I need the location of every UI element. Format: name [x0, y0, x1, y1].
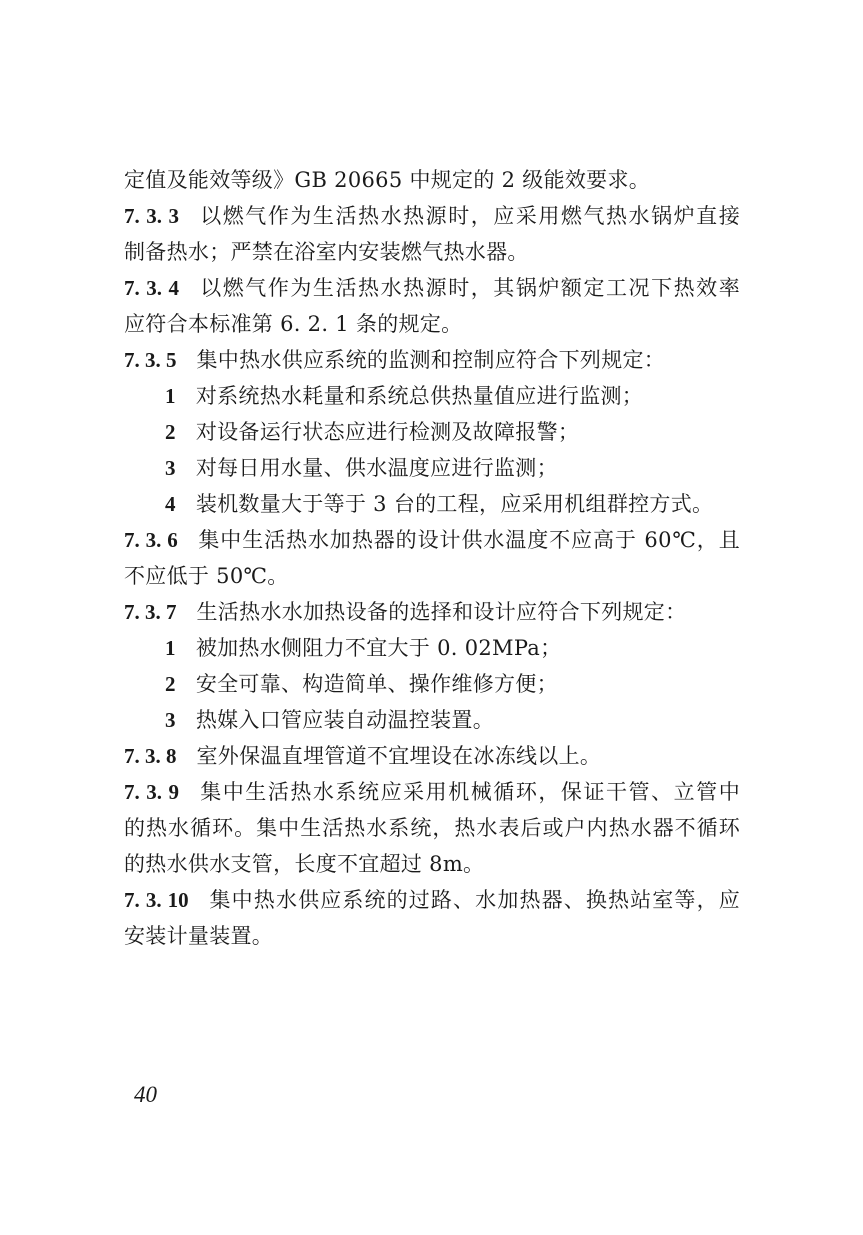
- clause-number: 7. 3. 7: [124, 600, 177, 624]
- paragraph-line: [124, 234, 740, 270]
- clause-number: 7. 3. 6: [124, 528, 178, 552]
- paragraph-line: [124, 810, 740, 846]
- list-item: [165, 414, 740, 450]
- paragraph-line: [124, 162, 740, 198]
- item-text: 对每日用水量、供水温度应进行监测；: [195, 456, 558, 480]
- line-text: 不应低于 50℃。: [124, 564, 289, 588]
- item-text: 对设备运行状态应进行检测及故障报警；: [195, 420, 580, 444]
- list-item: [165, 378, 740, 414]
- clause-number: 7. 3. 8: [124, 744, 177, 768]
- item-number: 3: [165, 708, 176, 732]
- clause-7-3-6: [124, 522, 740, 558]
- clause-number: 7. 3. 9: [124, 780, 179, 804]
- list-item: [165, 666, 740, 702]
- clause-7-3-9: [124, 774, 740, 810]
- clause-text: 集中热水供应系统的过路、水加热器、换热站室等，应: [208, 888, 741, 912]
- item-number: 1: [165, 636, 176, 660]
- clause-text: 生活热水水加热设备的选择和设计应符合下列规定：: [196, 600, 687, 624]
- paragraph-line: [124, 918, 740, 954]
- clause-number: 7. 3. 4: [124, 276, 179, 300]
- clause-7-3-8: [124, 738, 740, 774]
- line-text: 应符合本标准第 6. 2. 1 条的规定。: [124, 312, 463, 336]
- clause-number: 7. 3. 10: [124, 888, 189, 912]
- list-item: [165, 486, 740, 522]
- item-text: 热媒入口管应装自动温控装置。: [195, 708, 495, 732]
- item-text: 对系统热水耗量和系统总供热量值应进行监测；: [195, 384, 644, 408]
- line-text: 制备热水；严禁在浴室内安装燃气热水器。: [124, 240, 529, 264]
- item-number: 1: [165, 384, 176, 408]
- paragraph-line: [124, 306, 740, 342]
- line-text: 的热水循环。集中生活热水系统，热水表后或户内热水器不循环: [124, 816, 740, 840]
- clause-text: 室外保温直埋管道不宜埋设在冰冻线以上。: [196, 744, 602, 768]
- line-text: 的热水供水支管，长度不宜超过 8m。: [124, 852, 485, 876]
- clause-7-3-10: [124, 882, 740, 918]
- clause-text: 以燃气作为生活热水热源时，应采用燃气热水锅炉直接: [198, 204, 740, 228]
- item-text: 装机数量大于等于 3 台的工程，应采用机组群控方式。: [195, 492, 714, 516]
- clause-7-3-3: [124, 198, 740, 234]
- line-text: 安装计量装置。: [124, 924, 274, 948]
- item-number: 2: [165, 420, 176, 444]
- paragraph-line: [124, 846, 740, 882]
- item-text: 被加热水侧阻力不宜大于 0. 02MPa；: [195, 636, 562, 660]
- list-item: [165, 702, 740, 738]
- clause-7-3-5: [124, 342, 740, 378]
- clause-text: 集中生活热水加热器的设计供水温度不应高于 60℃，且: [197, 528, 741, 552]
- clause-text: 以燃气作为生活热水热源时，其锅炉额定工况下热效率: [198, 276, 740, 300]
- item-number: 2: [165, 672, 176, 696]
- clause-text: 集中生活热水系统应采用机械循环，保证干管、立管中: [198, 780, 740, 804]
- item-number: 3: [165, 456, 176, 480]
- clause-number: 7. 3. 5: [124, 348, 177, 372]
- list-item: [165, 450, 740, 486]
- line-text: 定值及能效等级》GB 20665 中规定的 2 级能效要求。: [124, 168, 651, 192]
- page-number: 40: [134, 1082, 157, 1107]
- item-number: 4: [165, 492, 176, 516]
- clause-number: 7. 3. 3: [124, 204, 179, 228]
- clause-text: 集中热水供应系统的监测和控制应符合下列规定：: [196, 348, 666, 372]
- item-text: 安全可靠、构造简单、操作维修方便；: [195, 672, 558, 696]
- paragraph-line: [124, 558, 740, 594]
- clause-7-3-4: [124, 270, 740, 306]
- clause-7-3-7: [124, 594, 740, 630]
- list-item: [165, 630, 740, 666]
